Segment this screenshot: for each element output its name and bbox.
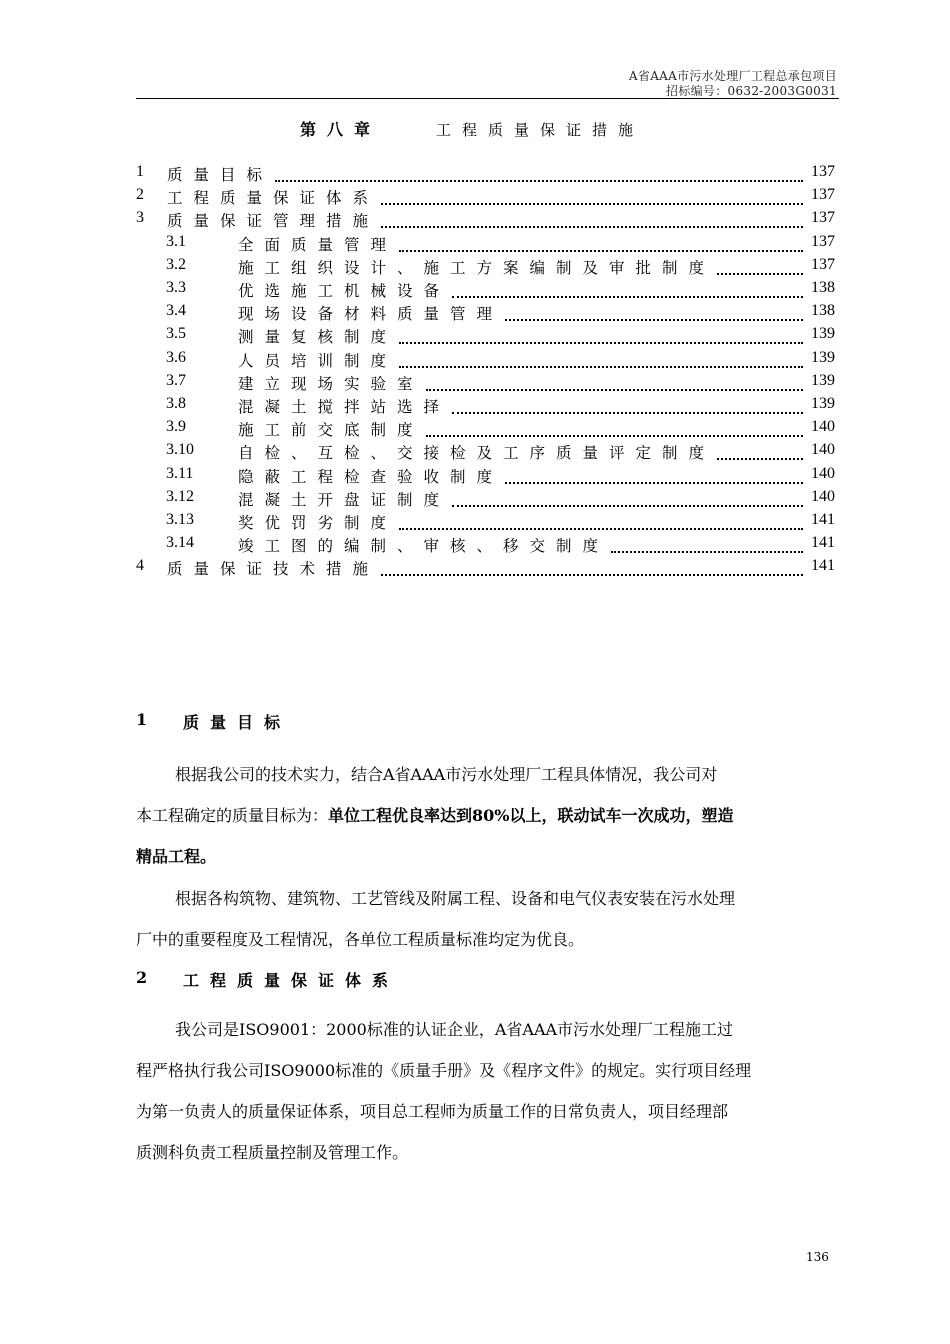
toc-entry-label: 质量保证技术措施 — [167, 560, 380, 579]
toc-entry[interactable] — [136, 302, 835, 324]
toc-entry-number: 3.1 — [166, 232, 186, 250]
page-number: 136 — [806, 1250, 829, 1264]
section-number: 1 — [136, 710, 148, 729]
toc-entry-number: 3.13 — [166, 511, 194, 528]
toc-entry-number: 3 — [136, 209, 144, 227]
toc-entry-label: 混凝土搅拌站选择 — [238, 398, 451, 416]
toc-entry-label: 工程质量保证体系 — [167, 189, 380, 208]
toc-entry-number: 4 — [136, 557, 144, 575]
toc-entry-page: 139 — [811, 395, 835, 412]
toc-entry[interactable] — [136, 488, 835, 510]
section-title: 工程质量保证体系 — [183, 971, 400, 990]
toc-entry[interactable] — [136, 372, 835, 394]
toc-entry-number: 2 — [136, 186, 144, 204]
paragraph-line: 程严格执行我公司ISO9000标准的《质量手册》及《程序文件》的规定。实行项目经理 — [136, 1061, 752, 1080]
toc-entry-label: 建立现场实验室 — [238, 374, 424, 393]
toc-entry-page: 141 — [811, 557, 835, 575]
paragraph-line: 我公司是ISO9001：2000标准的认证企业，A省AAA市污水处理厂工程施工过 — [175, 1020, 734, 1039]
toc-dot-leader — [505, 468, 803, 484]
toc-entry[interactable] — [136, 511, 835, 533]
chapter-number: 第八章 — [300, 120, 382, 139]
toc-entry[interactable] — [136, 418, 835, 440]
toc-entry-number: 3.10 — [166, 441, 194, 459]
toc-dot-leader — [381, 189, 803, 205]
toc-dot-leader — [399, 236, 803, 252]
header-project: A省AAA市污水处理厂工程总承包项目 — [628, 69, 837, 83]
toc-entry-label: 现场设备材料质量管理 — [238, 305, 504, 324]
toc-dot-leader — [381, 212, 803, 228]
toc-entry-label: 质量保证管理措施 — [167, 212, 380, 231]
toc-entry[interactable] — [136, 163, 835, 185]
quality-target-text: 精品工程。 — [136, 847, 217, 866]
toc-dot-leader — [452, 491, 803, 507]
toc-entry-number: 3.6 — [166, 348, 186, 366]
toc-entry[interactable] — [136, 233, 835, 255]
toc-entry-label: 质量目标 — [167, 166, 274, 184]
toc-entry-label: 施工前交底制度 — [238, 421, 424, 440]
toc-entry-label: 自检、互检、交接检及工序质量评定制度 — [238, 444, 716, 463]
toc-entry[interactable] — [136, 557, 835, 579]
paragraph-line: 为第一负责人的质量保证体系，项目总工程师为质量工作的日常负责人，项目经理部 — [136, 1102, 729, 1121]
toc-entry-page: 137 — [811, 232, 835, 250]
toc-entry-page: 138 — [811, 279, 835, 296]
toc-entry[interactable] — [136, 256, 835, 278]
toc-entry[interactable] — [136, 186, 835, 208]
toc-dot-leader — [399, 328, 803, 344]
toc-entry-page: 139 — [811, 371, 835, 389]
paragraph-line: 根据各构筑物、建筑物、工艺管线及附属工程、设备和电气仪表安装在污水处理 — [175, 889, 736, 908]
toc-dot-leader — [717, 444, 803, 460]
toc-entry-number: 3.14 — [166, 534, 194, 552]
toc-entry[interactable] — [136, 465, 835, 487]
toc-entry-number: 3.5 — [166, 325, 186, 343]
section-number: 2 — [136, 968, 148, 987]
toc-dot-leader — [611, 537, 803, 553]
toc-entry-number: 3.12 — [166, 487, 194, 505]
toc-entry-label: 全面质量管理 — [238, 235, 398, 254]
chapter-heading — [0, 117, 950, 139]
toc-entry-label: 人员培训制度 — [238, 351, 398, 370]
toc-dot-leader — [452, 398, 803, 414]
toc-entry-label: 施工组织设计、施工方案编制及审批制度 — [238, 258, 716, 277]
toc-entry-page: 139 — [811, 325, 835, 343]
toc-dot-leader — [452, 282, 803, 298]
toc-entry-label: 混凝土开盘证制度 — [238, 490, 451, 509]
toc-entry-label: 竣工图的编制、审核、移交制度 — [238, 537, 610, 556]
toc-entry[interactable] — [136, 349, 835, 371]
toc-entry[interactable] — [136, 441, 835, 463]
toc-dot-leader — [505, 305, 803, 321]
toc-entry-number: 3.2 — [166, 255, 186, 273]
header-bid-number: 招标编号：0632-2003G0031 — [666, 84, 837, 98]
toc-entry-page: 137 — [811, 209, 835, 227]
toc-entry-number: 3.4 — [166, 302, 186, 320]
toc-entry-label: 奖优罚劣制度 — [238, 514, 398, 532]
paragraph-line: 质测科负责工程质量控制及管理工作。 — [136, 1143, 409, 1162]
toc-dot-leader — [717, 259, 803, 275]
toc-entry-label: 测量复核制度 — [238, 328, 398, 347]
toc-entry-page: 140 — [811, 464, 835, 482]
toc-dot-leader — [399, 352, 803, 368]
paragraph-line: 根据我公司的技术实力，结合A省AAA市污水处理厂工程具体情况，我公司对 — [175, 765, 718, 784]
toc-entry-label: 隐蔽工程检查验收制度 — [238, 467, 504, 486]
toc-entry[interactable] — [136, 395, 835, 417]
toc-entry-page: 138 — [811, 302, 835, 320]
toc-dot-leader — [399, 514, 803, 530]
toc-entry[interactable] — [136, 209, 835, 231]
toc-entry[interactable] — [136, 534, 835, 556]
toc-entry-page: 140 — [811, 487, 835, 505]
toc-entry-label: 优选施工机械设备 — [238, 282, 451, 300]
toc-entry-page: 137 — [811, 163, 835, 180]
toc-entry-page: 141 — [811, 511, 835, 528]
toc-entry-number: 3.7 — [166, 371, 186, 389]
toc-entry-number: 3.8 — [166, 395, 186, 412]
toc-dot-leader — [426, 375, 803, 391]
toc-entry-number: 1 — [136, 163, 144, 180]
toc-entry-page: 139 — [811, 348, 835, 366]
header-divider — [136, 98, 839, 99]
toc-entry-page: 141 — [811, 534, 835, 552]
toc-entry-page: 137 — [811, 186, 835, 204]
toc-entry-number: 3.9 — [166, 418, 186, 436]
toc-entry-number: 3.11 — [166, 464, 194, 482]
toc-entry-page: 137 — [811, 255, 835, 273]
toc-entry-page: 140 — [811, 441, 835, 459]
toc-entry[interactable] — [136, 325, 835, 347]
toc-dot-leader — [426, 421, 803, 437]
paragraph-text: 本工程确定的质量目标为： — [136, 806, 329, 825]
paragraph-line — [136, 803, 839, 827]
toc-entry[interactable] — [136, 279, 835, 301]
toc-dot-leader — [275, 166, 803, 182]
paragraph-line: 厂中的重要程度及工程情况，各单位工程质量标准均定为优良。 — [136, 930, 585, 949]
section-title: 质量目标 — [183, 713, 292, 732]
toc-entry-number: 3.3 — [166, 279, 186, 296]
chapter-title: 工程质量保证措施 — [436, 121, 645, 139]
toc-entry-page: 140 — [811, 418, 835, 436]
quality-target-text: 单位工程优良率达到80%以上，联动试车一次成功，塑造 — [328, 806, 734, 825]
toc-dot-leader — [381, 560, 803, 576]
